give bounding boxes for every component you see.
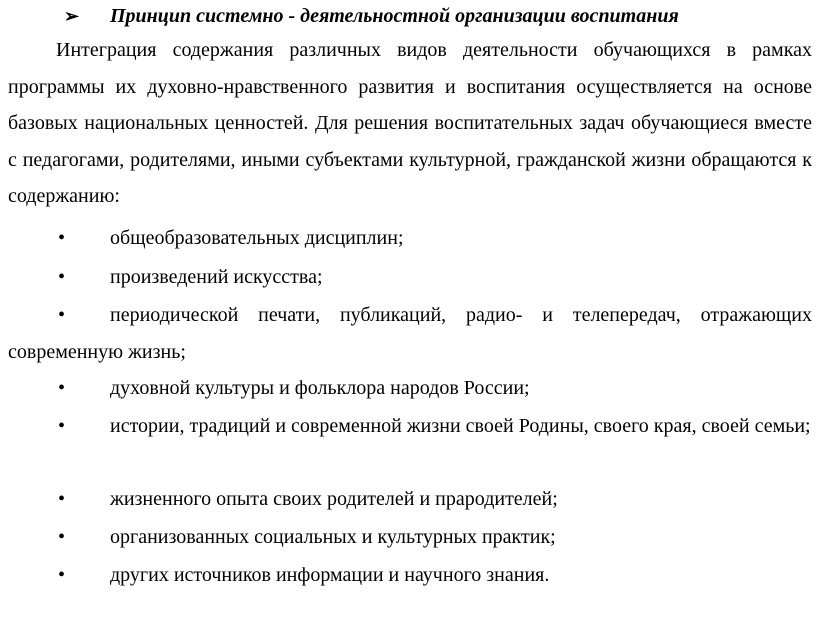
list-item-text: общеобразовательных дисциплин; bbox=[110, 227, 404, 249]
list-item bbox=[8, 481, 812, 518]
list-item-text: жизненного опыта своих родителей и прародителей; bbox=[110, 488, 558, 510]
bullet-icon: • bbox=[58, 227, 66, 249]
bullet-icon: • bbox=[58, 266, 66, 288]
list-item bbox=[8, 297, 812, 370]
arrow-bullet-icon: ➢ bbox=[64, 5, 80, 26]
bullet-icon: • bbox=[58, 526, 66, 548]
intro-paragraph: Интеграция содержания различных видов деятельности обучающихся в рамках программы их духовно-нравственного развития и воспитания осуществляется на основе базовых национальных ценностей. Для решения воспитательных задач обучающиеся вместе с педагогами, родителями, иными субъектами культурной, гражданской жизни обращаются к содержанию: bbox=[8, 39, 812, 207]
section-heading-text: Принцип системно - деятельностной организации воспитания bbox=[110, 4, 679, 27]
list-item-text: произведений искусства; bbox=[110, 266, 323, 288]
list-item-text: других источников информации и научного знания. bbox=[110, 564, 550, 586]
bullet-icon: • bbox=[58, 564, 66, 586]
bullet-icon: • bbox=[58, 377, 66, 399]
list-item-text: истории, традиций и современной жизни своей Родины, своего края, своей семьи; bbox=[110, 415, 811, 437]
section-heading bbox=[64, 2, 679, 30]
list-item bbox=[8, 557, 812, 594]
list-item-text: духовной культуры и фольклора народов России; bbox=[110, 377, 530, 399]
list-item bbox=[8, 370, 812, 407]
list-item-text: организованных социальных и культурных практик; bbox=[110, 526, 556, 548]
list-item-text: периодической печати, публикаций, радио- и телепередач, отражающих современную жизнь; bbox=[8, 304, 812, 363]
bullet-icon: • bbox=[58, 415, 66, 437]
bullet-icon: • bbox=[58, 304, 66, 326]
list-item bbox=[8, 259, 812, 296]
list-item bbox=[8, 519, 812, 556]
list-item bbox=[8, 408, 812, 445]
bullet-icon: • bbox=[58, 488, 66, 510]
list-item bbox=[8, 220, 812, 257]
